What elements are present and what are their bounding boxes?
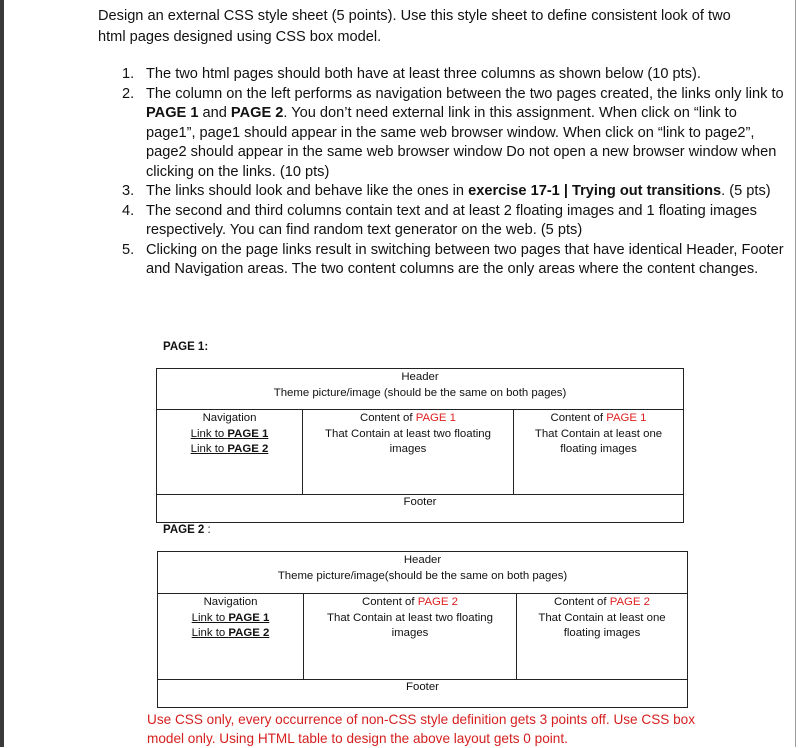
task-5-text: Clicking on the page links result in switching between two pages that have identical Header, Footer and Navigation areas. The two content columns are the only areas where the content changes.: [146, 241, 784, 277]
intro-paragraph: Design an external CSS style sheet (5 points). Use this style sheet to define consistent look of two html pages designed using CSS box model.: [98, 8, 731, 45]
page2-col3-text: That Contain at least one floating images: [538, 611, 666, 639]
task-list: [98, 65, 786, 280]
page1-header-box: [157, 369, 683, 410]
page1-link-page1[interactable]: [157, 427, 302, 443]
task-4-text: The second and third columns contain text and at least 2 floating images and 1 floating images respectively. You can find random text generator on the web. (5 pts): [146, 202, 757, 238]
page2-link-page2[interactable]: [158, 626, 303, 642]
task-item-3: [146, 182, 786, 202]
page2-link1-page: PAGE 1: [228, 611, 270, 624]
task-2-text-b: and: [198, 105, 231, 121]
task-2-text-a: The column on the left performs as navigation between the two pages created, the links only link to: [146, 85, 784, 102]
page2-col2-title: [310, 595, 510, 611]
page1-layout-diagram: [156, 368, 684, 523]
page1-footer: Footer: [403, 496, 437, 508]
page2-col2-page-name: PAGE 2: [417, 596, 459, 608]
page2-label-suffix: :: [204, 524, 211, 536]
task-3-text-b: . (5 pts): [721, 183, 771, 199]
task-2-bold-page2: PAGE 2: [230, 105, 284, 121]
page2-header-box: [158, 552, 687, 594]
page2-header-subtitle: Theme picture/image(should be the same on both pages): [277, 569, 568, 582]
task-item-1: [146, 65, 786, 85]
page1-nav-title: Navigation: [202, 412, 257, 424]
left-border: [0, 0, 4, 747]
page2-col3-page-name: PAGE 2: [609, 596, 651, 608]
task-2-bold-page1: PAGE 1: [146, 105, 199, 121]
page2-layout-diagram: [157, 551, 688, 708]
page1-link2-page: PAGE 2: [227, 443, 269, 455]
page1-link-page2[interactable]: [157, 442, 302, 458]
page2-col3-title: [531, 595, 673, 611]
page1-col2-page-name: PAGE 1: [415, 412, 457, 424]
page2-col2-prefix: Content of: [361, 596, 418, 608]
page2-header-title: Header: [403, 554, 442, 566]
page1-content-column-3: [513, 409, 683, 494]
task-2-text-c: . You don’t need external link in this assignment. When click on “link to page1”, page1 should appear in the same web browser window. When click on “link to page2”, page2 should appear in the same web browser window Do not open a new browser window when clicking on the links. (10 pts): [146, 105, 777, 180]
page2-nav-title: Navigation: [203, 596, 258, 608]
page1-header-title: Header: [401, 371, 439, 383]
page2-content-column-3: [516, 593, 687, 679]
page1-col3-prefix: Content of: [550, 412, 607, 424]
page1-nav-column: [157, 409, 302, 494]
task-1-text: The two html pages should both have at least three columns as shown below (10 pts).: [146, 66, 701, 82]
page2-link2-prefix: Link to: [191, 627, 229, 639]
page1-col2-prefix: Content of: [359, 412, 416, 424]
page2-nav-column: [158, 593, 303, 679]
right-border: [795, 0, 796, 747]
task-item-2: [146, 85, 786, 183]
grading-note: Use CSS only, every occurrence of non-CSS style definition gets 3 points off. Use CSS box model only. Using HTML table to design the above layout gets 0 point.: [147, 712, 696, 746]
page1-link1-prefix: Link to: [190, 427, 228, 440]
page2-link-page1[interactable]: [158, 611, 303, 627]
page2-link2-page: PAGE 2: [228, 627, 270, 639]
page1-col3-text: That Contain at least one floating images: [534, 427, 663, 455]
page2-content-column-2: [303, 593, 516, 679]
page1-col3-page-name: PAGE 1: [606, 412, 647, 424]
page2-columns-row: [158, 593, 687, 680]
page2-label: [163, 524, 211, 536]
page1-link2-prefix: Link to: [190, 443, 228, 455]
page1-content-column-2: [302, 409, 513, 494]
page1-col3-title: [528, 411, 669, 427]
page1-header-subtitle: Theme picture/image (should be the same on both pages): [273, 386, 567, 399]
task-3-bold-exercise: exercise 17-1 | Trying out transitions: [468, 183, 722, 199]
page1-columns-row: [157, 409, 683, 495]
task-3-text-a: The links should look and behave like the ones in: [146, 183, 469, 199]
page1-col2-title: [309, 411, 507, 427]
page2-link1-prefix: Link to: [191, 611, 229, 624]
page2-col2-text: That Contain at least two floating images: [327, 611, 493, 639]
task-item-4: [146, 202, 786, 241]
page1-link1-page: PAGE 1: [227, 427, 269, 440]
page2-col3-prefix: Content of: [553, 596, 610, 608]
page1-col2-text: That Contain at least two floating images: [325, 427, 491, 455]
page2-footer: Footer: [406, 681, 439, 693]
page2-label-text: PAGE 2: [163, 524, 205, 536]
page1-label: PAGE 1:: [163, 341, 209, 353]
task-item-5: [146, 241, 786, 280]
